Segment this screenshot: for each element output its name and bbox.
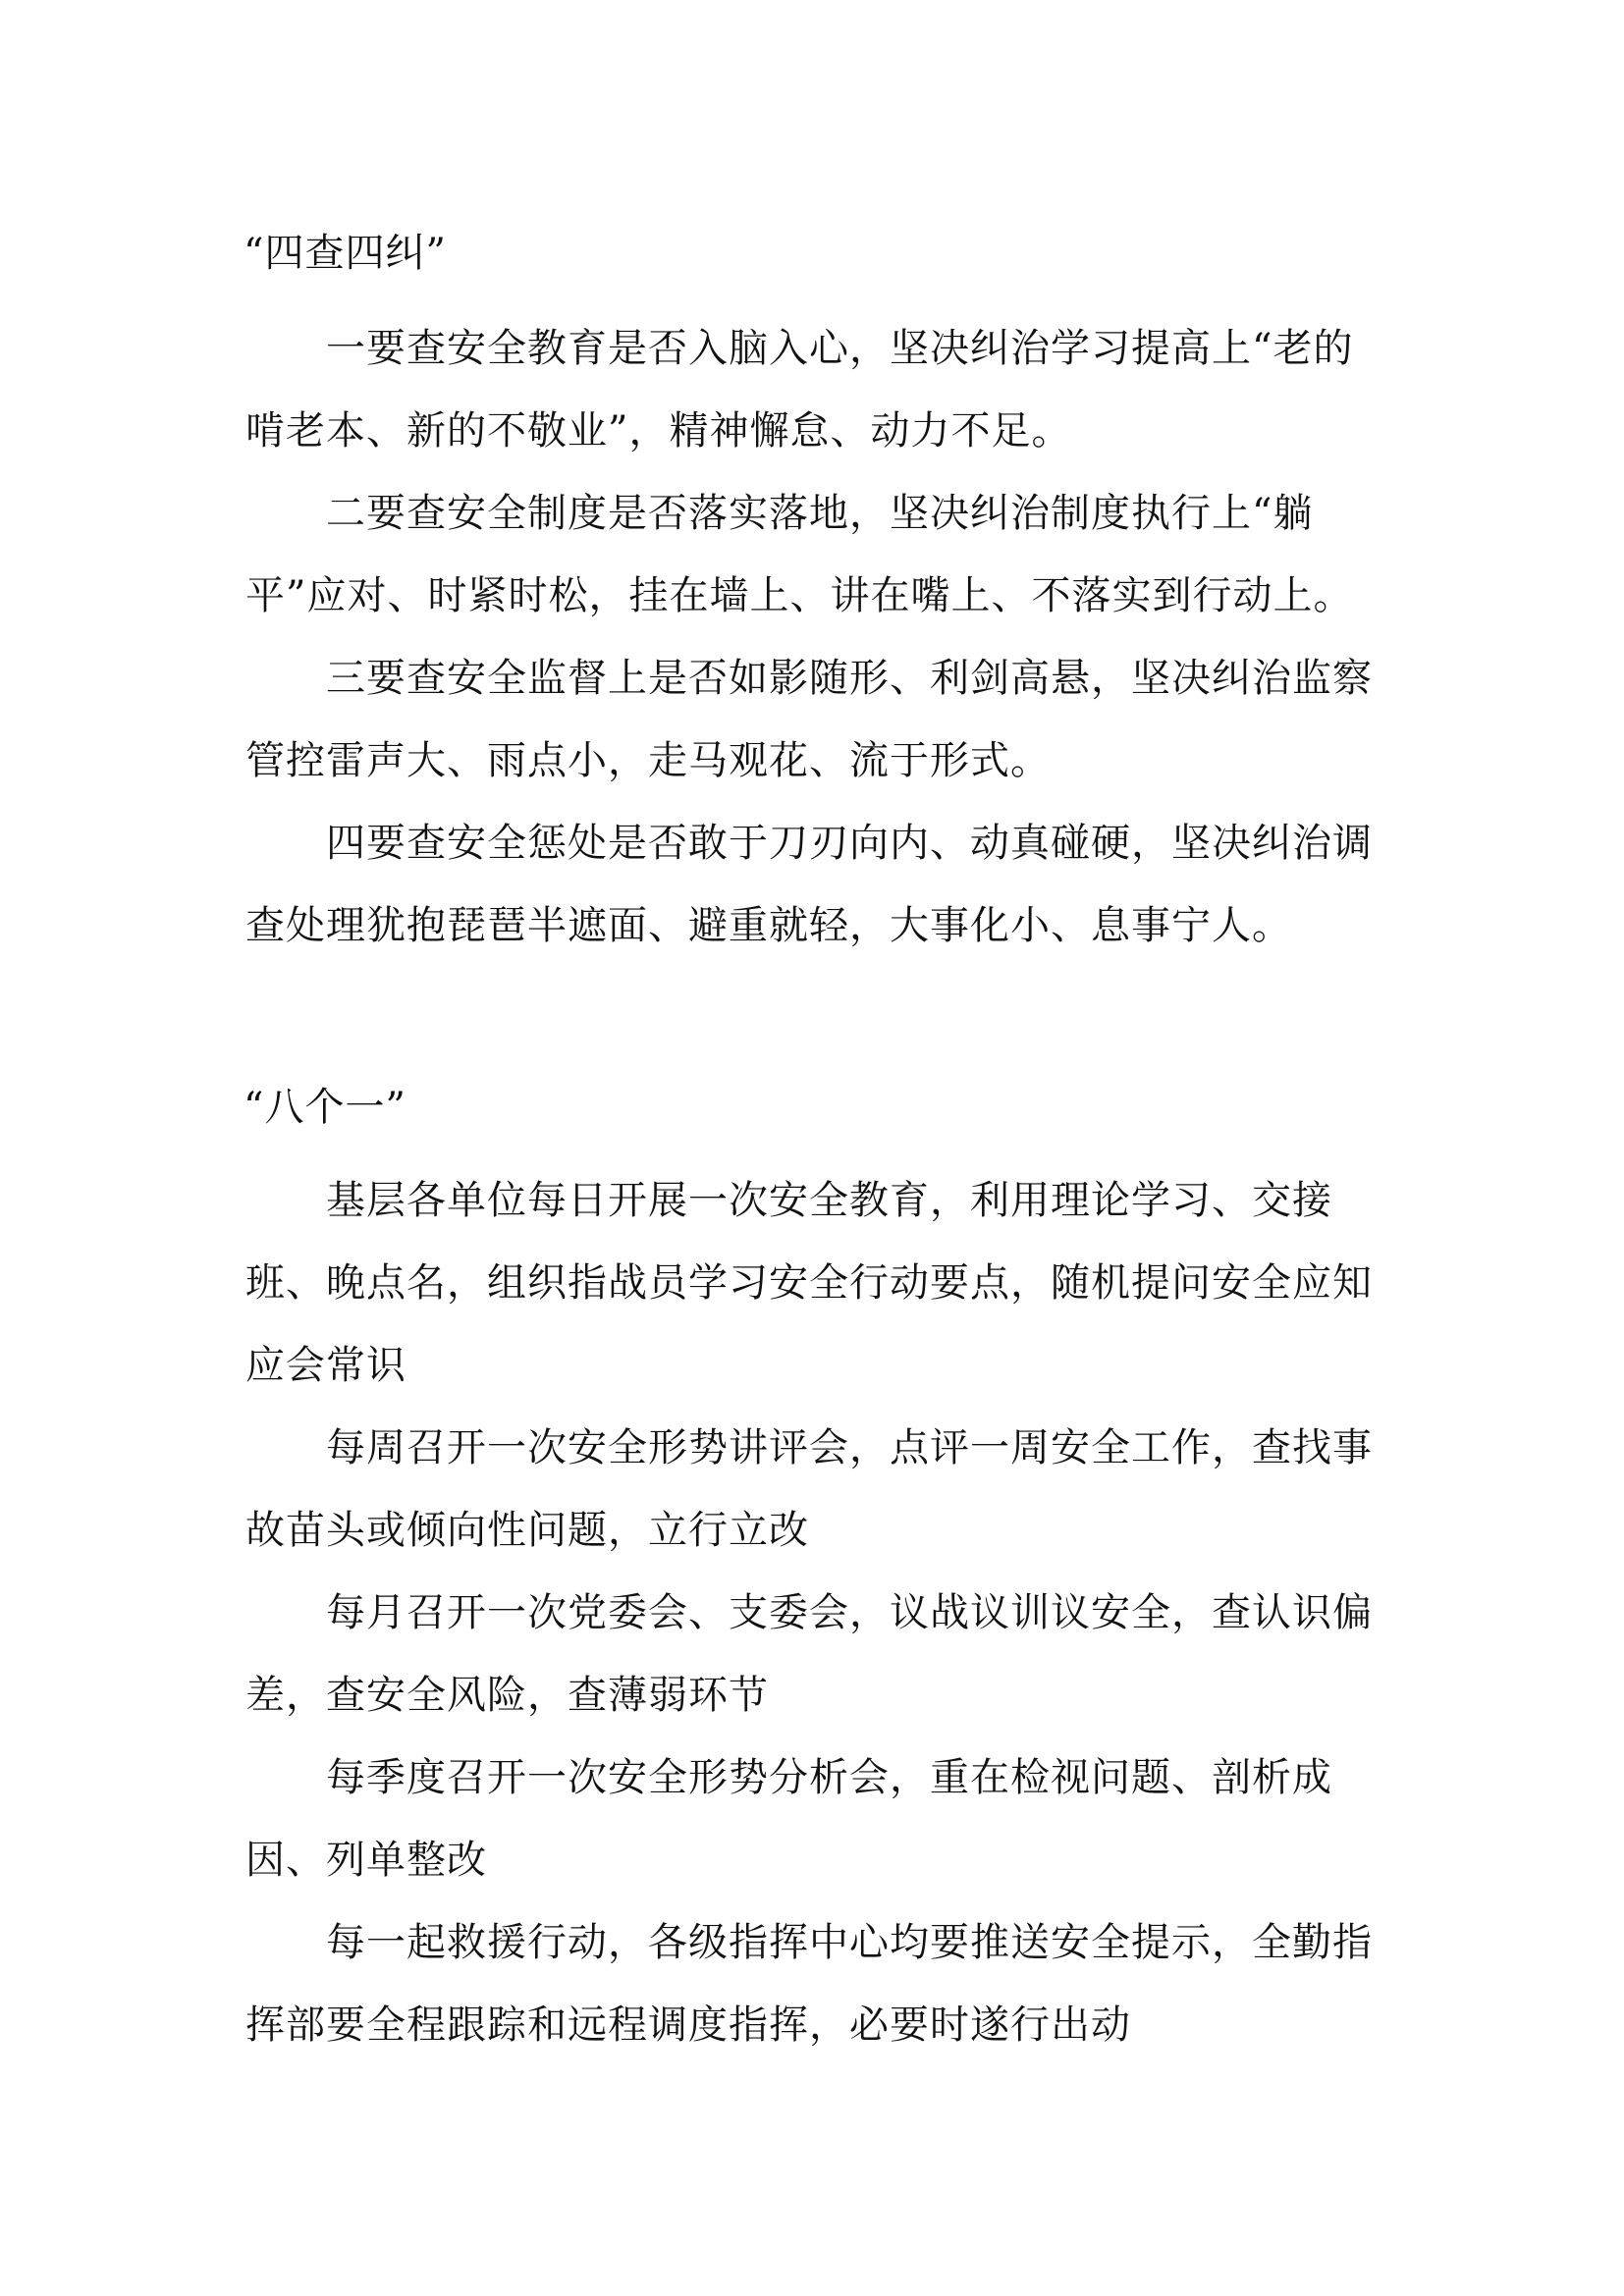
section-body-four-checks	[245, 307, 1384, 967]
section-heading-four-checks: “四查四纠”	[244, 231, 447, 276]
paragraph: 基层各单位每日开展一次安全教育，利用理论学习、交接班、晚点名，组织指战员学习安全行动要点，随机提问安全应知应会常识	[245, 1178, 1373, 1388]
paragraph: 每一起救援行动，各级指挥中心均要推送安全提示，全勤指挥部要全程跟踪和远程调度指挥，必要时遂行出动	[245, 1920, 1373, 2048]
section-body-eight-ones	[245, 1159, 1384, 2066]
paragraph: 四要查安全惩处是否敢于刀刃向内、动真碰硬，坚决纠治调查处理犹抱琵琶半遮面、避重就轻，大事化小、息事宁人。	[245, 821, 1373, 948]
paragraph: 一要查安全教育是否入脑入心，坚决纠治学习提高上“老的啃老本、新的不敬业”，精神懈怠、动力不足。	[245, 326, 1354, 454]
paragraph: 二要查安全制度是否落实落地，坚决纠治制度执行上“躺平”应对、时紧时松，挂在墙上、讲在嘴上、不落实到行动上。	[245, 491, 1354, 618]
paragraph: 每季度召开一次安全形势分析会，重在检视问题、剖析成因、列单整改	[245, 1755, 1332, 1883]
section-heading-eight-ones: “八个一”	[244, 1085, 406, 1130]
paragraph: 三要查安全监督上是否如影随形、利剑高悬，坚决纠治监察管控雷声大、雨点小，走马观花、流于形式。	[245, 656, 1373, 783]
paragraph: 每周召开一次安全形势讲评会，点评一周安全工作，查找事故苗头或倾向性问题，立行立改	[245, 1425, 1373, 1553]
paragraph: 每月召开一次党委会、支委会，议战议训议安全，查认识偏差，查安全风险，查薄弱环节	[245, 1590, 1373, 1718]
